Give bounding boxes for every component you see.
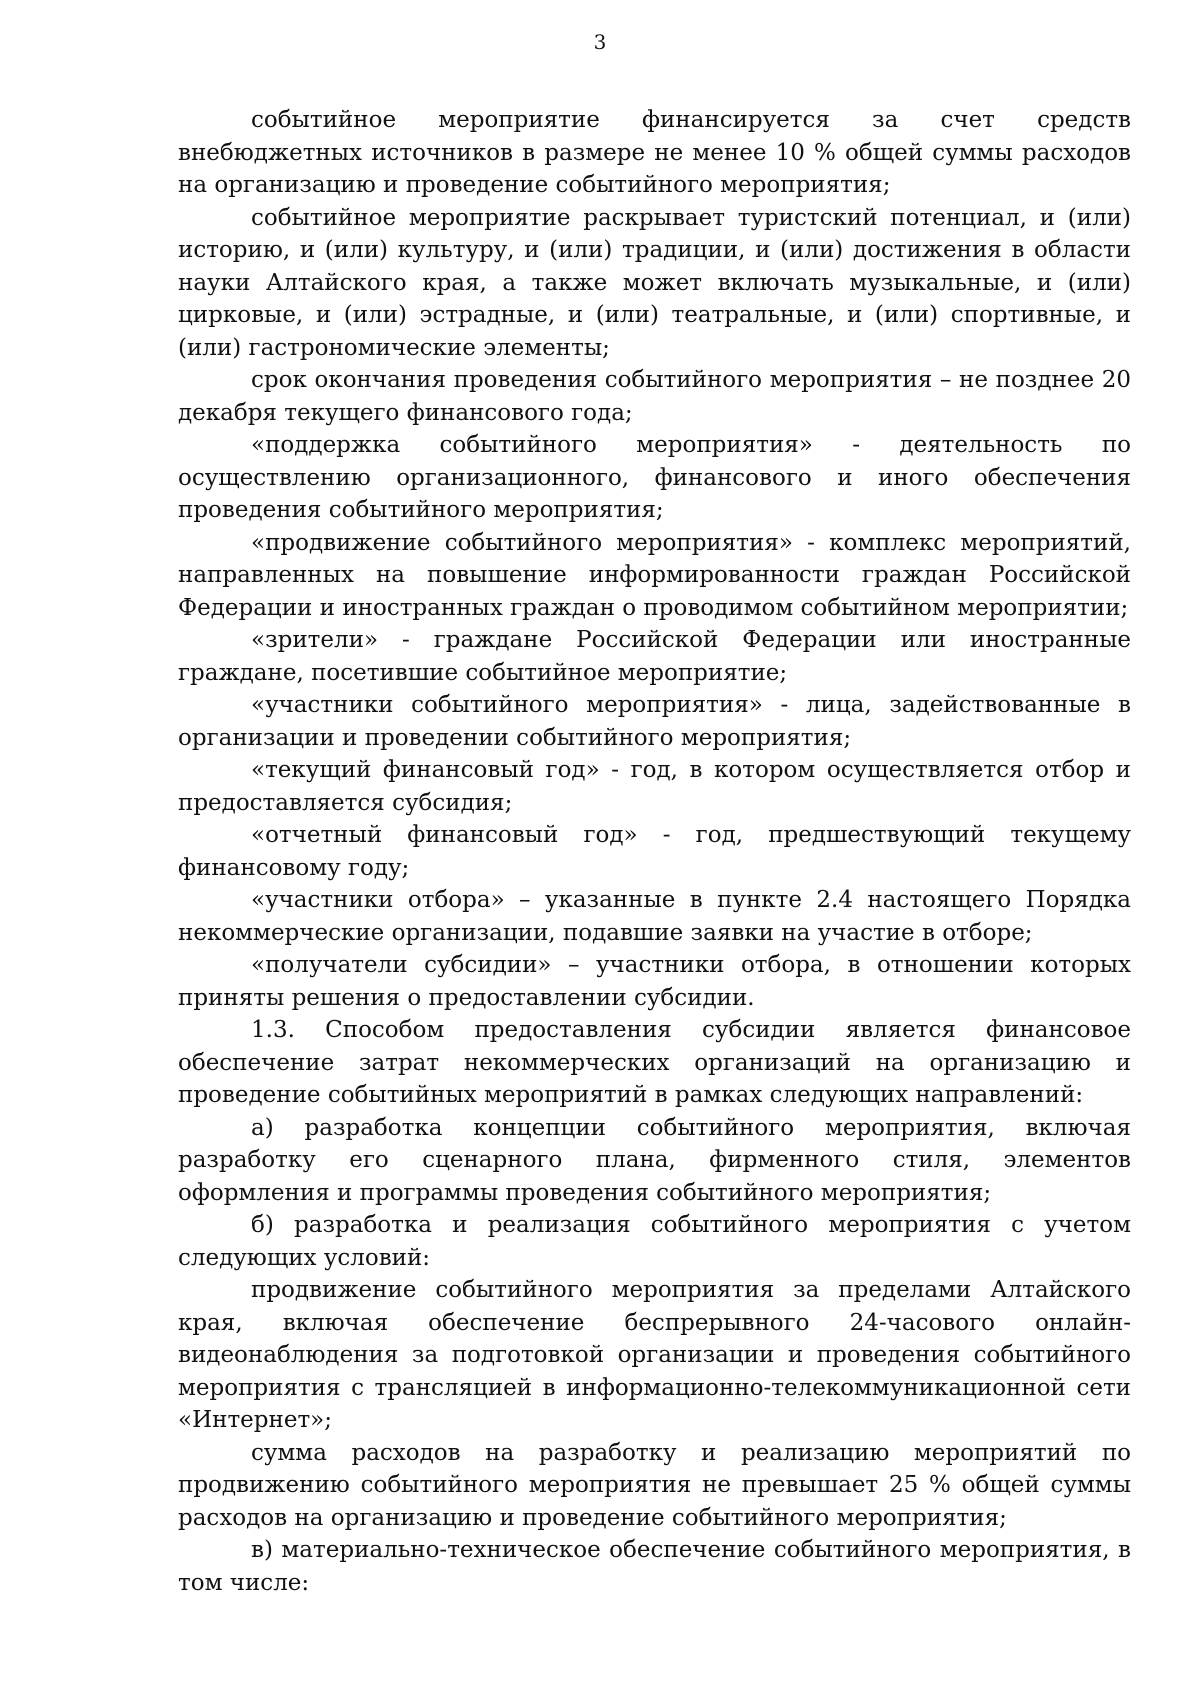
paragraph: срок окончания проведения событийного мероприятия – не позднее 20 декабря текущего финансового года; <box>178 367 1131 426</box>
paragraph: сумма расходов на разработку и реализацию мероприятий по продвижению событийного мероприятия не превышает 25 % общей суммы расходов на организацию и проведение событийного мероприятия; <box>178 1439 1131 1531</box>
paragraph: «поддержка событийного мероприятия» - деятельность по осуществлению организационного, финансового и иного обеспечения проведения событийного мероприятия; <box>178 432 1131 523</box>
paragraph: «текущий финансовый год» - год, в котором осуществляется отбор и предоставляется субсидия; <box>178 757 1131 816</box>
paragraph: «продвижение событийного мероприятия» - комплекс мероприятий, направленных на повышение информированности граждан Российской Федерации и иностранных граждан о проводимом событийном мероприятии; <box>178 529 1131 621</box>
paragraph: событийное мероприятие финансируется за счет средств внебюджетных источников в размере не менее 10 % общей суммы расходов на организацию и проведение событийного мероприятия; <box>178 107 1131 198</box>
paragraph: 1.3. Способом предоставления субсидии является финансовое обеспечение затрат некоммерческих организаций на организацию и проведение событийных мероприятий в рамках следующих направлений: <box>178 1017 1131 1108</box>
paragraph: «участники событийного мероприятия» - лица, задействованные в организации и проведении событийного мероприятия; <box>178 692 1131 751</box>
page-number: 3 <box>593 30 607 54</box>
paragraph: в) материально-техническое обеспечение событийного мероприятия, в том числе: <box>178 1537 1131 1596</box>
paragraph: «участники отбора» – указанные в пункте 2.4 настоящего Порядка некоммерческие организации, подавшие заявки на участие в отборе; <box>178 887 1131 946</box>
document-body <box>178 104 1131 1599</box>
paragraph: «зрители» - граждане Российской Федерации или иностранные граждане, посетившие событийное мероприятие; <box>178 627 1131 686</box>
paragraph: продвижение событийного мероприятия за пределами Алтайского края, включая обеспечение беспрерывного 24-часового онлайн-видеонаблюдения за подготовкой организации и проведения событийного мероприятия с трансляцией в информационно-телекоммуникационной сети «Интернет»; <box>178 1277 1131 1433</box>
paragraph: «получатели субсидии» – участники отбора, в отношении которых приняты решения о предоставлении субсидии. <box>178 952 1131 1011</box>
paragraph: б) разработка и реализация событийного мероприятия с учетом следующих условий: <box>178 1212 1131 1271</box>
paragraph: а) разработка концепции событийного мероприятия, включая разработку его сценарного плана, фирменного стиля, элементов оформления и программы проведения событийного мероприятия; <box>178 1114 1131 1206</box>
paragraph: «отчетный финансовый год» - год, предшествующий текущему финансовому году; <box>178 822 1131 881</box>
paragraph: событийное мероприятие раскрывает туристский потенциал, и (или) историю, и (или) культуру, и (или) традиции, и (или) достижения в области науки Алтайского края, а также может включать музыкальные, и (или) цирковые, и (или) эстрадные, и (или) театральные, и (или) спортивные, и (или) гастрономические элементы; <box>178 204 1131 361</box>
